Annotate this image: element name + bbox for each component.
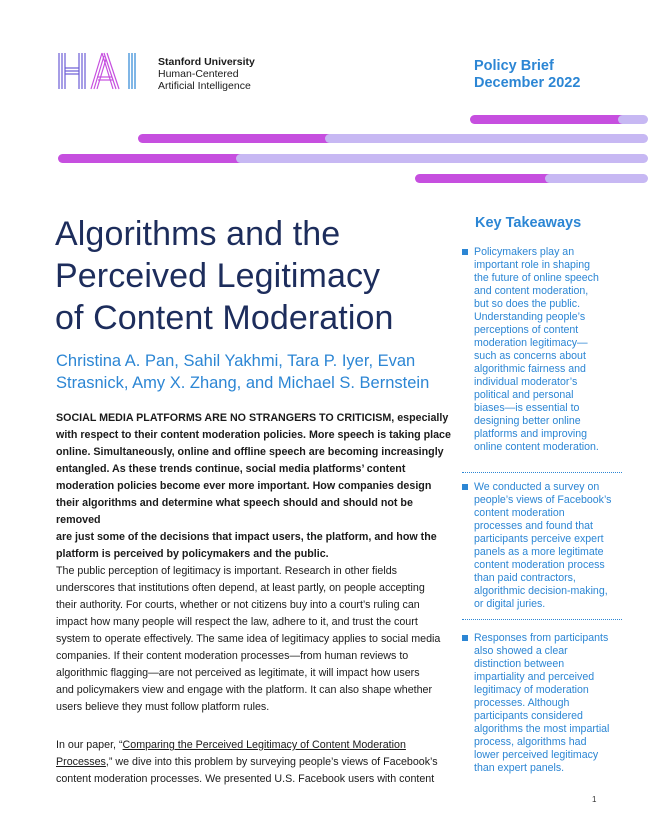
authors-line: Strasnick, Amy X. Zhang, and Michael S. Bernstein bbox=[56, 374, 430, 392]
body-line: The public perception of legitimacy is important. Research in other fields bbox=[56, 565, 397, 577]
takeaway-line: content moderation process bbox=[474, 559, 605, 571]
decor-bar bbox=[415, 174, 565, 183]
takeaway-line: or digital juries. bbox=[474, 598, 546, 610]
takeaway-line: also showed a clear bbox=[474, 645, 568, 657]
body-line: content moderation processes. We presented U.S. Facebook users with content bbox=[56, 773, 435, 785]
paper-link[interactable]: Comparing the Perceived Legitimacy of Content Moderation bbox=[122, 739, 406, 751]
org-line-3: Artificial Intelligence bbox=[158, 80, 251, 92]
body-line: their authority. For courts, whether or not citizens buy into a court’s ruling can bbox=[56, 599, 420, 611]
body-paragraph-1 bbox=[56, 563, 456, 716]
lead-line: are just some of the decisions that impact users, the platform, and how the bbox=[56, 531, 437, 543]
body-text: ,” we dive into this problem by surveying people’s views of Facebook’s bbox=[105, 756, 438, 768]
body-line: companies. If their content moderation processes—from human reviews to bbox=[56, 650, 409, 662]
decor-bar bbox=[470, 115, 630, 124]
org-name bbox=[158, 56, 255, 92]
decor-bar bbox=[58, 154, 248, 163]
bullet-square-icon bbox=[462, 249, 468, 255]
takeaway-line: distinction between bbox=[474, 658, 565, 670]
body-paragraph-2 bbox=[56, 737, 456, 788]
takeaway-line: such as concerns about bbox=[474, 350, 586, 362]
takeaway-line: political and personal bbox=[474, 389, 574, 401]
takeaway-item bbox=[462, 246, 622, 454]
takeaway-line: content moderation bbox=[474, 507, 565, 519]
body-line: system to operate effectively. The same idea of legitimacy applies to social media bbox=[56, 633, 441, 645]
takeaway-line: than paid contractors, bbox=[474, 572, 576, 584]
page-number: 1 bbox=[592, 795, 597, 804]
body-line bbox=[56, 754, 456, 771]
body-line: and policymakers view and engage with the platform. It can also shape whether bbox=[56, 684, 433, 696]
takeaway-line: perceptions of content bbox=[474, 324, 579, 336]
takeaway-line: participants perceive expert bbox=[474, 533, 604, 545]
lead-line: their algorithms and determine what speech should and should not be removed bbox=[56, 497, 413, 526]
lead-line: SOCIAL MEDIA PLATFORMS ARE NO STRANGERS TO CRITICISM, especially bbox=[56, 412, 449, 424]
org-line-2: Human-Centered bbox=[158, 68, 239, 80]
takeaway-divider bbox=[462, 472, 622, 473]
takeaway-line: designing better online bbox=[474, 415, 581, 427]
takeaway-text bbox=[474, 246, 622, 454]
takeaway-line: biases—is essential to bbox=[474, 402, 580, 414]
takeaway-line: panels as a more legitimate bbox=[474, 546, 604, 558]
brief-line-1: Policy Brief bbox=[474, 58, 554, 74]
takeaway-line: individual moderator’s bbox=[474, 376, 578, 388]
authors-line: Christina A. Pan, Sahil Yakhmi, Tara P. Iyer, Evan bbox=[56, 352, 416, 370]
brief-line-2: December 2022 bbox=[474, 75, 581, 91]
bullet-square-icon bbox=[462, 635, 468, 641]
takeaway-line: processes. Although bbox=[474, 697, 570, 709]
key-takeaways-title: Key Takeaways bbox=[475, 215, 582, 231]
lead-line: online. Simultaneously, online and offline speech are becoming increasingly bbox=[56, 446, 444, 458]
takeaway-line: important role in shaping bbox=[474, 259, 591, 271]
body-line: users believe they must follow platform rules. bbox=[56, 701, 270, 713]
decor-bar bbox=[138, 134, 338, 143]
decor-bar bbox=[545, 174, 648, 183]
takeaway-line: algorithms the most impartial bbox=[474, 723, 610, 735]
takeaway-line: and content moderation, bbox=[474, 285, 589, 297]
authors bbox=[56, 350, 461, 394]
title-line: Algorithms and the bbox=[55, 215, 341, 253]
takeaway-line: We conducted a survey on bbox=[474, 481, 600, 493]
takeaway-line: legitimacy of moderation bbox=[474, 684, 589, 696]
hai-logo bbox=[57, 51, 145, 91]
title-line: of Content Moderation bbox=[55, 299, 394, 337]
body-line bbox=[56, 737, 456, 754]
takeaway-text bbox=[474, 481, 622, 611]
takeaway-line: moderation legitimacy— bbox=[474, 337, 588, 349]
takeaway-line: process, algorithms had bbox=[474, 736, 587, 748]
takeaway-text bbox=[474, 632, 622, 775]
lead-paragraph bbox=[56, 410, 456, 563]
decor-bar bbox=[236, 154, 648, 163]
lead-line: platform is perceived by policymakers and the public. bbox=[56, 548, 329, 560]
lead-line: entangled. As these trends continue, social media platforms’ content bbox=[56, 463, 406, 475]
policy-brief-label bbox=[474, 58, 580, 92]
takeaway-line: impartiality and perceived bbox=[474, 671, 595, 683]
takeaway-line: but so does the public. bbox=[474, 298, 581, 310]
takeaway-line: processes and found that bbox=[474, 520, 593, 532]
lead-line: with respect to their content moderation policies. More speech is taking place bbox=[56, 429, 451, 441]
takeaway-line: Policymakers play an bbox=[474, 246, 575, 258]
takeaway-item bbox=[462, 481, 622, 611]
takeaway-line: algorithmic decision-making, bbox=[474, 585, 608, 597]
takeaway-divider bbox=[462, 619, 622, 620]
takeaway-line: platforms and improving bbox=[474, 428, 588, 440]
body-line: underscores that institutions often depend, at least partly, on people accepting bbox=[56, 582, 425, 594]
decor-bar bbox=[325, 134, 648, 143]
org-line-1: Stanford University bbox=[158, 56, 255, 68]
takeaway-line: participants considered bbox=[474, 710, 583, 722]
paper-link-continued[interactable]: Processes bbox=[56, 756, 106, 768]
title-line: Perceived Legitimacy bbox=[55, 257, 381, 295]
takeaway-line: lower perceived legitimacy bbox=[474, 749, 599, 761]
page-title bbox=[55, 213, 465, 339]
lead-line: moderation policies become ever more important. How companies design bbox=[56, 480, 432, 492]
takeaway-line: algorithmic fairness and bbox=[474, 363, 586, 375]
takeaway-line: the future of online speech bbox=[474, 272, 599, 284]
body-line: algorithmic flagging—are not perceived as legitimate, it will impact how users bbox=[56, 667, 420, 679]
body-text: In our paper, “ bbox=[56, 739, 123, 751]
takeaway-item bbox=[462, 632, 622, 775]
takeaway-line: Responses from participants bbox=[474, 632, 609, 644]
takeaway-line: online content moderation. bbox=[474, 441, 599, 453]
bullet-square-icon bbox=[462, 484, 468, 490]
takeaway-line: than expert panels. bbox=[474, 762, 565, 774]
takeaway-line: people’s views of Facebook’s bbox=[474, 494, 612, 506]
body-line: impact how many people will respect the law, adhere to it, and trust the court bbox=[56, 616, 418, 628]
takeaway-line: Understanding people’s bbox=[474, 311, 586, 323]
decor-bar bbox=[618, 115, 648, 124]
